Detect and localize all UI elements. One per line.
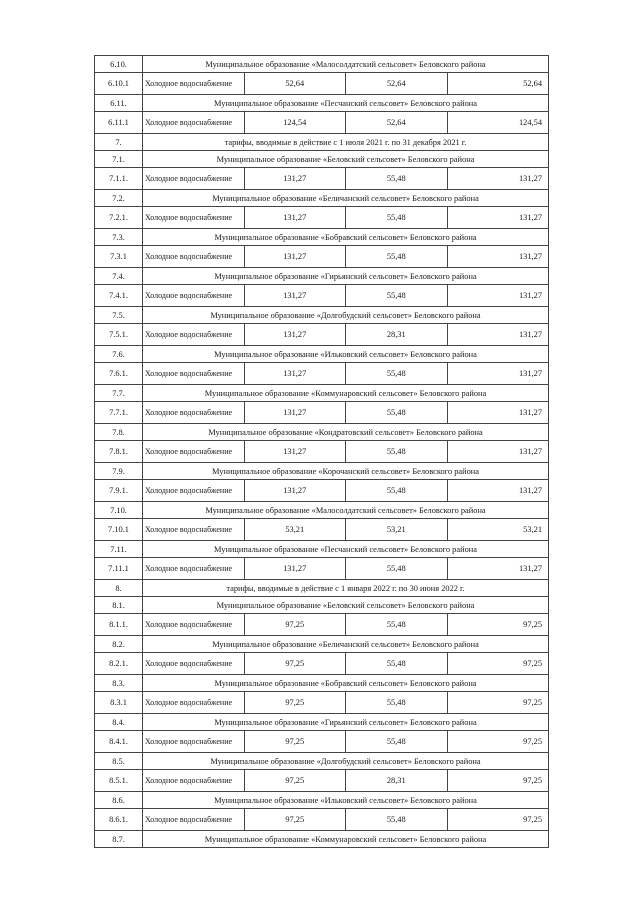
row-number: 7. xyxy=(95,134,143,151)
section-header-row xyxy=(95,675,549,692)
section-title: Муниципальное образование «Беловский сельсовет» Беловского района xyxy=(143,597,549,614)
section-title: Муниципальное образование «Кондратовский сельсовет» Беловского района xyxy=(143,424,549,441)
tariff-row xyxy=(95,402,549,424)
service-name: Холодное водоснабжение xyxy=(143,207,245,229)
row-number: 7.1.1. xyxy=(95,168,143,190)
service-name: Холодное водоснабжение xyxy=(143,614,245,636)
service-name: Холодное водоснабжение xyxy=(143,363,245,385)
tariff-value-3: 131,27 xyxy=(447,246,549,268)
row-number: 6.10. xyxy=(95,56,143,73)
service-name: Холодное водоснабжение xyxy=(143,73,245,95)
section-header-row xyxy=(95,580,549,597)
section-header-row xyxy=(95,95,549,112)
tariff-value-2: 55,48 xyxy=(346,285,448,307)
section-header-row xyxy=(95,56,549,73)
tariff-row xyxy=(95,324,549,346)
tariff-value-3: 131,27 xyxy=(447,558,549,580)
row-number: 8.4. xyxy=(95,714,143,731)
section-header-row xyxy=(95,268,549,285)
service-name: Холодное водоснабжение xyxy=(143,519,245,541)
row-number: 7.9.1. xyxy=(95,480,143,502)
tariff-row xyxy=(95,73,549,95)
row-number: 6.10.1 xyxy=(95,73,143,95)
tariff-value-2: 55,48 xyxy=(346,168,448,190)
row-number: 7.4.1. xyxy=(95,285,143,307)
row-number: 7.11.1 xyxy=(95,558,143,580)
tariff-value-2: 55,48 xyxy=(346,207,448,229)
tariff-value-2: 55,48 xyxy=(346,246,448,268)
section-title: Муниципальное образование «Беличанский сельсовет» Беловского района xyxy=(143,636,549,653)
section-header-row xyxy=(95,424,549,441)
service-name: Холодное водоснабжение xyxy=(143,168,245,190)
tariff-row xyxy=(95,207,549,229)
tariff-value-2: 53,21 xyxy=(346,519,448,541)
section-title: Муниципальное образование «Корочанский сельсовет» Беловского района xyxy=(143,463,549,480)
tariff-value-1: 97,25 xyxy=(244,731,346,753)
section-header-row xyxy=(95,134,549,151)
tariff-value-2: 55,48 xyxy=(346,363,448,385)
tariff-value-3: 131,27 xyxy=(447,285,549,307)
service-name: Холодное водоснабжение xyxy=(143,112,245,134)
tariff-value-1: 124,54 xyxy=(244,112,346,134)
tariff-value-1: 131,27 xyxy=(244,363,346,385)
section-title: Муниципальное образование «Долгобудский сельсовет» Беловского района xyxy=(143,307,549,324)
service-name: Холодное водоснабжение xyxy=(143,558,245,580)
tariff-value-2: 55,48 xyxy=(346,692,448,714)
tariff-value-1: 97,25 xyxy=(244,809,346,831)
section-header-row xyxy=(95,636,549,653)
tariff-value-2: 55,48 xyxy=(346,731,448,753)
row-number: 8.3. xyxy=(95,675,143,692)
section-title: Муниципальное образование «Коммунаровский сельсовет» Беловского района xyxy=(143,385,549,402)
row-number: 7.2.1. xyxy=(95,207,143,229)
tariff-row xyxy=(95,653,549,675)
section-title: Муниципальное образование «Малосолдатский сельсовет» Беловского района xyxy=(143,502,549,519)
tariff-value-1: 52,64 xyxy=(244,73,346,95)
tariff-value-3: 124,54 xyxy=(447,112,549,134)
section-header-row xyxy=(95,502,549,519)
section-header-row xyxy=(95,541,549,558)
tariff-table-body xyxy=(95,56,549,848)
tariff-value-1: 131,27 xyxy=(244,558,346,580)
row-number: 7.7. xyxy=(95,385,143,402)
section-header-row xyxy=(95,792,549,809)
tariff-row xyxy=(95,168,549,190)
tariff-value-1: 97,25 xyxy=(244,614,346,636)
tariff-value-3: 97,25 xyxy=(447,731,549,753)
section-header-row xyxy=(95,753,549,770)
row-number: 7.3.1 xyxy=(95,246,143,268)
row-number: 8. xyxy=(95,580,143,597)
row-number: 7.1. xyxy=(95,151,143,168)
row-number: 8.5.1. xyxy=(95,770,143,792)
section-header-row xyxy=(95,463,549,480)
section-title: Муниципальное образование «Малосолдатский сельсовет» Беловского района xyxy=(143,56,549,73)
section-header-row xyxy=(95,307,549,324)
row-number: 8.2. xyxy=(95,636,143,653)
tariff-value-1: 131,27 xyxy=(244,324,346,346)
tariff-value-2: 55,48 xyxy=(346,653,448,675)
row-number: 8.6.1. xyxy=(95,809,143,831)
section-title: Муниципальное образование «Бобравский сельсовет» Беловского района xyxy=(143,229,549,246)
tariff-value-1: 131,27 xyxy=(244,480,346,502)
row-number: 7.8.1. xyxy=(95,441,143,463)
service-name: Холодное водоснабжение xyxy=(143,441,245,463)
tariff-value-2: 55,48 xyxy=(346,558,448,580)
tariff-row xyxy=(95,692,549,714)
section-title: Муниципальное образование «Беловский сельсовет» Беловского района xyxy=(143,151,549,168)
tariff-row xyxy=(95,809,549,831)
row-number: 7.4. xyxy=(95,268,143,285)
row-number: 8.3.1 xyxy=(95,692,143,714)
row-number: 7.5.1. xyxy=(95,324,143,346)
service-name: Холодное водоснабжение xyxy=(143,731,245,753)
tariff-value-1: 131,27 xyxy=(244,402,346,424)
tariff-value-1: 131,27 xyxy=(244,441,346,463)
tariff-value-3: 131,27 xyxy=(447,363,549,385)
tariff-row xyxy=(95,441,549,463)
row-number: 7.6.1. xyxy=(95,363,143,385)
tariff-value-3: 97,25 xyxy=(447,692,549,714)
section-title: Муниципальное образование «Беличанский сельсовет» Беловского района xyxy=(143,190,549,207)
row-number: 7.6. xyxy=(95,346,143,363)
tariff-value-2: 28,31 xyxy=(346,324,448,346)
row-number: 7.7.1. xyxy=(95,402,143,424)
tariff-value-1: 131,27 xyxy=(244,168,346,190)
section-header-row xyxy=(95,597,549,614)
tariff-value-2: 55,48 xyxy=(346,480,448,502)
service-name: Холодное водоснабжение xyxy=(143,324,245,346)
tariff-value-3: 131,27 xyxy=(447,402,549,424)
tariff-value-3: 131,27 xyxy=(447,441,549,463)
tariff-row xyxy=(95,480,549,502)
row-number: 6.11. xyxy=(95,95,143,112)
tariff-value-3: 53,21 xyxy=(447,519,549,541)
row-number: 8.4.1. xyxy=(95,731,143,753)
service-name: Холодное водоснабжение xyxy=(143,402,245,424)
tariff-value-1: 97,25 xyxy=(244,770,346,792)
row-number: 8.7. xyxy=(95,831,143,848)
tariff-row xyxy=(95,770,549,792)
service-name: Холодное водоснабжение xyxy=(143,770,245,792)
service-name: Холодное водоснабжение xyxy=(143,246,245,268)
tariff-value-2: 55,48 xyxy=(346,402,448,424)
service-name: Холодное водоснабжение xyxy=(143,285,245,307)
section-title: Муниципальное образование «Гирьянский сельсовет» Беловского района xyxy=(143,714,549,731)
section-header-row xyxy=(95,229,549,246)
section-title: Муниципальное образование «Ильковский сельсовет» Беловского района xyxy=(143,346,549,363)
section-title: Муниципальное образование «Песчанский сельсовет» Беловского района xyxy=(143,95,549,112)
section-title: Муниципальное образование «Коммунаровский сельсовет» Беловского района xyxy=(143,831,549,848)
service-name: Холодное водоснабжение xyxy=(143,653,245,675)
tariff-value-3: 97,25 xyxy=(447,614,549,636)
tariff-value-3: 131,27 xyxy=(447,207,549,229)
section-title: Муниципальное образование «Ильковский сельсовет» Беловского района xyxy=(143,792,549,809)
tariff-value-3: 131,27 xyxy=(447,168,549,190)
tariff-value-2: 28,31 xyxy=(346,770,448,792)
tariff-table xyxy=(94,55,549,848)
section-title: Муниципальное образование «Гирьянский сельсовет» Беловского района xyxy=(143,268,549,285)
tariff-value-2: 52,64 xyxy=(346,73,448,95)
tariff-value-1: 131,27 xyxy=(244,207,346,229)
row-number: 8.1. xyxy=(95,597,143,614)
tariff-row xyxy=(95,731,549,753)
section-title: тарифы, вводимые в действие с 1 января 2022 г. по 30 июня 2022 г. xyxy=(143,580,549,597)
tariff-value-2: 52,64 xyxy=(346,112,448,134)
row-number: 7.5. xyxy=(95,307,143,324)
tariff-value-2: 55,48 xyxy=(346,441,448,463)
tariff-row xyxy=(95,363,549,385)
row-number: 7.10.1 xyxy=(95,519,143,541)
section-title: Муниципальное образование «Бобравский сельсовет» Беловского района xyxy=(143,675,549,692)
row-number: 7.8. xyxy=(95,424,143,441)
row-number: 8.2.1. xyxy=(95,653,143,675)
section-header-row xyxy=(95,714,549,731)
tariff-value-3: 97,25 xyxy=(447,770,549,792)
tariff-value-1: 53,21 xyxy=(244,519,346,541)
tariff-value-1: 97,25 xyxy=(244,653,346,675)
tariff-value-3: 131,27 xyxy=(447,324,549,346)
service-name: Холодное водоснабжение xyxy=(143,809,245,831)
tariff-value-3: 52,64 xyxy=(447,73,549,95)
section-title: Муниципальное образование «Песчанский сельсовет» Беловского района xyxy=(143,541,549,558)
tariff-row xyxy=(95,246,549,268)
tariff-row xyxy=(95,285,549,307)
tariff-row xyxy=(95,519,549,541)
tariff-value-2: 55,48 xyxy=(346,614,448,636)
section-header-row xyxy=(95,385,549,402)
row-number: 8.6. xyxy=(95,792,143,809)
tariff-value-1: 97,25 xyxy=(244,692,346,714)
row-number: 8.1.1. xyxy=(95,614,143,636)
row-number: 8.5. xyxy=(95,753,143,770)
row-number: 6.11.1 xyxy=(95,112,143,134)
section-header-row xyxy=(95,151,549,168)
service-name: Холодное водоснабжение xyxy=(143,692,245,714)
service-name: Холодное водоснабжение xyxy=(143,480,245,502)
row-number: 7.11. xyxy=(95,541,143,558)
tariff-row xyxy=(95,614,549,636)
tariff-value-2: 55,48 xyxy=(346,809,448,831)
section-header-row xyxy=(95,190,549,207)
section-title: тарифы, вводимые в действие с 1 июля 2021 г. по 31 декабря 2021 г. xyxy=(143,134,549,151)
tariff-row xyxy=(95,558,549,580)
tariff-value-3: 131,27 xyxy=(447,480,549,502)
row-number: 7.10. xyxy=(95,502,143,519)
row-number: 7.3. xyxy=(95,229,143,246)
row-number: 7.2. xyxy=(95,190,143,207)
row-number: 7.9. xyxy=(95,463,143,480)
tariff-value-3: 97,25 xyxy=(447,653,549,675)
tariff-row xyxy=(95,112,549,134)
tariff-value-1: 131,27 xyxy=(244,246,346,268)
section-header-row xyxy=(95,831,549,848)
section-header-row xyxy=(95,346,549,363)
tariff-value-3: 97,25 xyxy=(447,809,549,831)
section-title: Муниципальное образование «Долгобудский сельсовет» Беловского района xyxy=(143,753,549,770)
tariff-value-1: 131,27 xyxy=(244,285,346,307)
